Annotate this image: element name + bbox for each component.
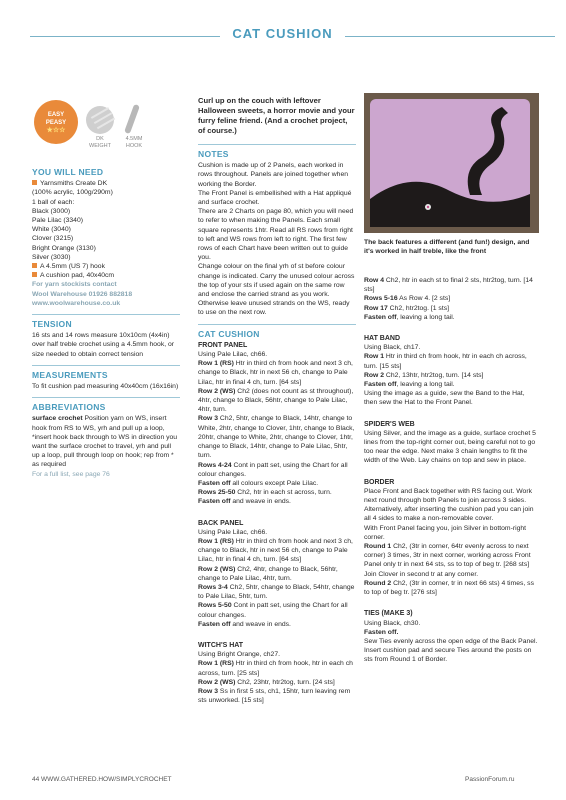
back-rows-5-50 — [198, 601, 356, 619]
spacer — [364, 466, 539, 472]
abbreviation-term: surface crochet — [32, 415, 83, 423]
row-label: Row 2 (WS) — [198, 565, 236, 573]
hat-row-17 — [364, 304, 539, 313]
row-text: Ch2, 4htr, change to Black, 56htr, change to Pale Lilac, 4htr, turn. — [198, 565, 338, 582]
instructions-column — [364, 276, 539, 665]
yarn-weight-label — [84, 136, 116, 150]
band-start: Using Black, ch17. — [364, 344, 421, 352]
row-text: Ch2, htr in each st across, turn. — [235, 489, 332, 497]
yarn-title — [32, 179, 180, 188]
notes-line: Change colour on the final yrh of st before colour change is indicated. Carry the unused colour across the top of your sts if used again on the same row and enclose the carried strand as you work. Otherwise leave unused strands on the WS, ready to use on the next row. — [198, 263, 355, 317]
bullet-icon — [32, 180, 37, 185]
row-label: Row 2 (WS) — [198, 678, 236, 686]
row-label: Row 2 (WS) — [198, 387, 236, 395]
row-text: Ch2, 5htr, change to Black, 14htr, change to White, 2htr, change to Clover, 1htr, change to Black, 20htr, change to White, 2htr, change to Clover, 1htr, change to Black, 14htr, change to Pale Lilac, 5htr, turn. — [198, 415, 355, 460]
front-row-1 — [198, 359, 356, 387]
difficulty-badge-icon — [34, 100, 78, 144]
bullet-icon — [32, 272, 37, 277]
row-label: Row 17 — [364, 304, 388, 312]
spacer — [364, 322, 539, 328]
row-text: Ch2, htr in each st to final 2 sts, htr2tog, turn. [14 sts] — [364, 277, 533, 294]
border-text-3: Join Clover in second tr at any corner. — [364, 570, 479, 578]
border-round-1 — [364, 542, 539, 570]
hook-size-label — [118, 136, 150, 150]
row-label: Rows 5-16 — [364, 295, 398, 303]
hat-row-4 — [364, 276, 539, 294]
front-rows-4-24 — [198, 461, 356, 479]
cat-tail-illustration — [370, 99, 530, 227]
row-label: Rows 3-4 — [198, 583, 228, 591]
band-row-1 — [364, 352, 539, 370]
row-label: Rows 5-50 — [198, 602, 232, 610]
row-text: and weave in ends. — [230, 620, 291, 628]
stockist-website-link[interactable]: www.woolwarehouse.co.uk — [32, 299, 121, 307]
page-header — [0, 26, 566, 46]
materials-column — [32, 168, 180, 479]
hat-fasten-off — [364, 313, 539, 322]
intro-text: Curl up on the couch with leftover Halloween sweets, a horror movie and your furry feline friend. (And a crochet project, of course.) — [198, 96, 355, 135]
hook-size-caption: HOOK — [125, 143, 143, 149]
row-text: Ch2, 23htr, htr2tog, turn. [24 sts] — [235, 678, 335, 686]
section-divider — [32, 365, 180, 366]
back-start: Using Pale Lilac, ch66. — [198, 528, 268, 536]
colour-item: Clover (3215) — [32, 235, 74, 243]
notes-line: The Front Panel is embellished with a Hat appliqué and surface crochet. — [198, 189, 352, 207]
pattern-info-icons — [34, 100, 154, 160]
row-label: Rows 25-50 — [198, 489, 236, 497]
difficulty-label-2: PEASY — [45, 120, 67, 126]
row-text: , leaving a long tail. — [396, 313, 455, 321]
border-text-1: Place Front and Back together with RS facing out. Work next round through both Panels to join across 3 sides. Alternatively, after inserting the cushion pad you can join all 4 sides to make a non-removable cover. — [364, 487, 534, 523]
row-text: Ch2, (3tr in corner, tr in next 66 sts) 4 times, ss to top of beg tr. [276 sts] — [364, 579, 534, 597]
cushion-back-photo — [364, 93, 539, 233]
yarn-intro: 1 ball of each: — [32, 198, 75, 206]
page-footer-folio: 44 WWW.GATHERED.HOW/SIMPLYCROCHET — [32, 776, 172, 783]
band-fasten-off — [364, 380, 539, 389]
crochet-hook-icon — [124, 104, 140, 134]
row-label: Row 3 — [198, 687, 219, 695]
row-text: Ch2, 13htr, htr2tog, turn. [14 sts] — [384, 371, 484, 379]
front-fasten-off — [198, 479, 356, 488]
tension-heading: TENSION — [32, 319, 72, 330]
hat-start: Using Bright Orange, ch27. — [198, 651, 280, 659]
section-divider — [32, 314, 180, 315]
measurements-text: To fit cushion pad measuring 40x40cm (16x16in) — [32, 383, 179, 391]
row-label: Row 1 (RS) — [198, 660, 234, 668]
row-label: Fasten off — [198, 479, 231, 487]
witchs-hat-heading: WITCH'S HAT — [198, 641, 244, 649]
measurements-heading: MEASUREMENTS — [32, 369, 108, 380]
colour-item: Bright Orange (3130) — [32, 244, 96, 252]
back-rows-3-4 — [198, 583, 356, 601]
yarn-weight-caption: WEIGHT — [89, 143, 111, 149]
row-label: Fasten off — [198, 498, 231, 506]
header-rule-right — [345, 36, 555, 37]
pattern-heading: CAT CUSHION — [198, 328, 260, 339]
colour-item: Black (3000) — [32, 207, 71, 215]
photo-caption: The back features a different (and fun!) design, and it's worked in half treble, like the front — [364, 239, 530, 256]
spiders-web-heading: SPIDER'S WEB — [364, 420, 415, 428]
notes-line: There are 2 Charts on page 80, which you will need to refer to when making the Panels. Each small square represents 1htr. Read all RS rows from right to left and WS rows from left to right. The first few rows of each Chart have been written out to guide you. — [198, 208, 354, 262]
row-label: Round 1 — [364, 543, 392, 551]
row-text: Cont in patt set, using the Chart for all colour changes. — [198, 461, 348, 478]
page-title: CAT CUSHION — [232, 26, 333, 41]
front-start: Using Pale Lilac, ch66. — [198, 351, 268, 359]
pad-item — [32, 271, 180, 280]
difficulty-stars: ★☆☆ — [46, 127, 66, 134]
row-text: Ch2, htr2tog. [1 sts] — [387, 304, 449, 312]
hook-item-text: A 4.5mm (US 7) hook — [40, 263, 105, 271]
row-text: all colours except Pale Lilac. — [230, 479, 319, 487]
band-row-2 — [364, 371, 539, 380]
yarn-title-text: Yarnsmiths Create DK — [40, 180, 108, 188]
row-text: and weave in ends. — [230, 498, 291, 506]
abbreviations-more-link[interactable]: For a full list, see page 76 — [32, 470, 110, 478]
ties-fasten-off — [364, 628, 539, 637]
row-text: Cont in patt set, using the Chart for all colour changes. — [198, 602, 348, 619]
stockist-contact: For yarn stockists contact — [32, 281, 117, 289]
colour-item: White (3040) — [32, 226, 71, 234]
border-heading: BORDER — [364, 478, 395, 486]
row-label: Row 1 (RS) — [198, 360, 234, 368]
abbreviation-entry — [32, 414, 180, 469]
hat-row-1 — [198, 659, 356, 677]
back-row-2 — [198, 565, 356, 583]
bullet-icon — [32, 263, 37, 268]
spacer — [364, 597, 539, 603]
front-row-2 — [198, 387, 356, 415]
watermark-text: PassionForum.ru — [465, 776, 515, 783]
header-rule-left — [30, 36, 220, 37]
notes-line: Cushion is made up of 2 Panels, each worked in rows throughout. Panels are joined together when working the Border. — [198, 162, 349, 188]
colour-item: Pale Lilac (3340) — [32, 217, 84, 225]
row-label: Row 3 — [198, 415, 219, 423]
band-text: Using the image as a guide, sew the Band to the Hat, then sew the Hat to the Front Panel. — [364, 390, 525, 407]
back-row-1 — [198, 537, 356, 565]
hook-item — [32, 262, 180, 271]
row-label: Row 2 — [364, 371, 385, 379]
front-row-3 — [198, 414, 356, 460]
abbreviation-definition: Position yarn on WS, insert hook from RS to WS, yrh and pull up a loop, *insert hook back through to WS in direction you want the surface crochet to travel, yrh and pull up a loop, pull through loop on hook; rep from * as required — [32, 415, 178, 469]
section-divider — [198, 324, 356, 325]
row-label: Fasten off — [198, 620, 231, 628]
spacer — [198, 629, 356, 635]
yarn-detail: (100% acrylic, 100g/290m) — [32, 189, 113, 197]
row-text: Htr in third ch from hook and next 3 ch, change to Black, htr in next 56 ch, change to Pale Lilac, htr in final 4 ch, turn. [64 sts] — [198, 537, 353, 564]
row-text: Htr in third ch from hook and next 3 ch, change to Black, htr in next 56 ch, change to Pale Lilac, htr in final 4 ch, turn. [64 sts] — [198, 360, 353, 386]
pad-item-text: A cushion pad, 40x40cm — [40, 272, 115, 280]
row-label: Fasten off — [364, 313, 397, 321]
border-round-2 — [364, 579, 539, 597]
spacer — [198, 507, 356, 513]
row-label: Row 1 — [364, 353, 385, 361]
border-text-2: With Front Panel facing you, join Silver in bottom-right corner. — [364, 524, 527, 541]
front-end — [198, 497, 356, 506]
notes-column — [198, 96, 356, 705]
tension-text: 16 sts and 14 rows measure 10x10cm (4x4in) over half treble crochet using a 4.5mm hook, or size needed to obtain correct tension — [32, 332, 175, 358]
abbreviations-heading: ABBREVIATIONS — [32, 402, 106, 413]
ties-heading: TIES (MAKE 3) — [364, 610, 413, 618]
spacer — [364, 408, 539, 414]
row-text: , leaving a long tail. — [396, 381, 455, 389]
ties-start: Using Black, ch30. — [364, 619, 421, 627]
web-text: Using Silver, and the image as a guide, surface crochet 5 lines from the top-right corner out, being careful not to go too near the edge. Next make 3 chain lengths to fit the width of the Web. Lay chains on top and sew in place. — [364, 429, 536, 465]
hat-row-2 — [198, 678, 356, 687]
yarn-weight-value: DK — [96, 136, 104, 142]
section-divider — [198, 144, 356, 145]
hat-row-3 — [198, 687, 356, 705]
section-divider — [32, 397, 180, 398]
row-label: Row 1 (RS) — [198, 537, 234, 545]
difficulty-label: EASY — [47, 112, 65, 118]
row-label: Rows 4-24 — [198, 461, 232, 469]
hat-rows-5-16 — [364, 294, 539, 303]
row-text: Htr in third ch from hook, htr in each ch across, turn. [25 sts] — [198, 660, 353, 677]
ties-text: Sew Ties evenly across the open edge of the Back Panel. Insert cushion pad and secure Ties around the posts on sts from Round 1 of Border. — [364, 637, 538, 664]
row-label: Fasten off. — [364, 628, 399, 636]
back-end — [198, 620, 356, 629]
front-rows-25-50 — [198, 488, 356, 497]
yarn-ball-icon — [86, 106, 114, 134]
hook-size-value: 4.5MM — [125, 136, 143, 142]
colour-item: Silver (3030) — [32, 253, 71, 261]
row-text: As Row 4. [2 sts] — [397, 295, 451, 303]
stockist-phone: Wool Warehouse 01926 882818 — [32, 290, 133, 298]
back-panel-heading: BACK PANEL — [198, 519, 244, 527]
row-label: Round 2 — [364, 579, 392, 587]
you-will-need-heading: YOU WILL NEED — [32, 167, 104, 177]
notes-heading: NOTES — [198, 149, 229, 159]
hat-band-heading: HAT BAND — [364, 335, 401, 343]
colour-list — [32, 207, 180, 262]
front-panel-heading: FRONT PANEL — [198, 341, 248, 349]
cushion-image — [370, 99, 530, 227]
row-text: Htr in third ch from hook, htr in each ch across, turn. [15 sts] — [364, 353, 527, 370]
row-label: Row 4 — [364, 277, 385, 284]
row-text: Ch2, 5htr, change to Black, 54htr, change to Pale Lilac, 5htr, turn. — [198, 583, 355, 601]
row-text: Ch2 (does not count as st throughout), 4htr, change to Black, 56htr, change to Pale Lilac, 4htr, turn. — [198, 387, 354, 414]
row-label: Fasten off — [364, 381, 397, 389]
row-text: Ch2, (3tr in corner, 64tr evenly across to next corner) 3 times, 3tr in next corner, working across Front Panel only tr in next 64 sts, ss to top of beg tr. [268 sts] — [364, 543, 531, 569]
row-text: Ss in first 5 sts, ch1, 15htr, turn leaving rem sts unworked. [15 sts] — [198, 687, 351, 705]
